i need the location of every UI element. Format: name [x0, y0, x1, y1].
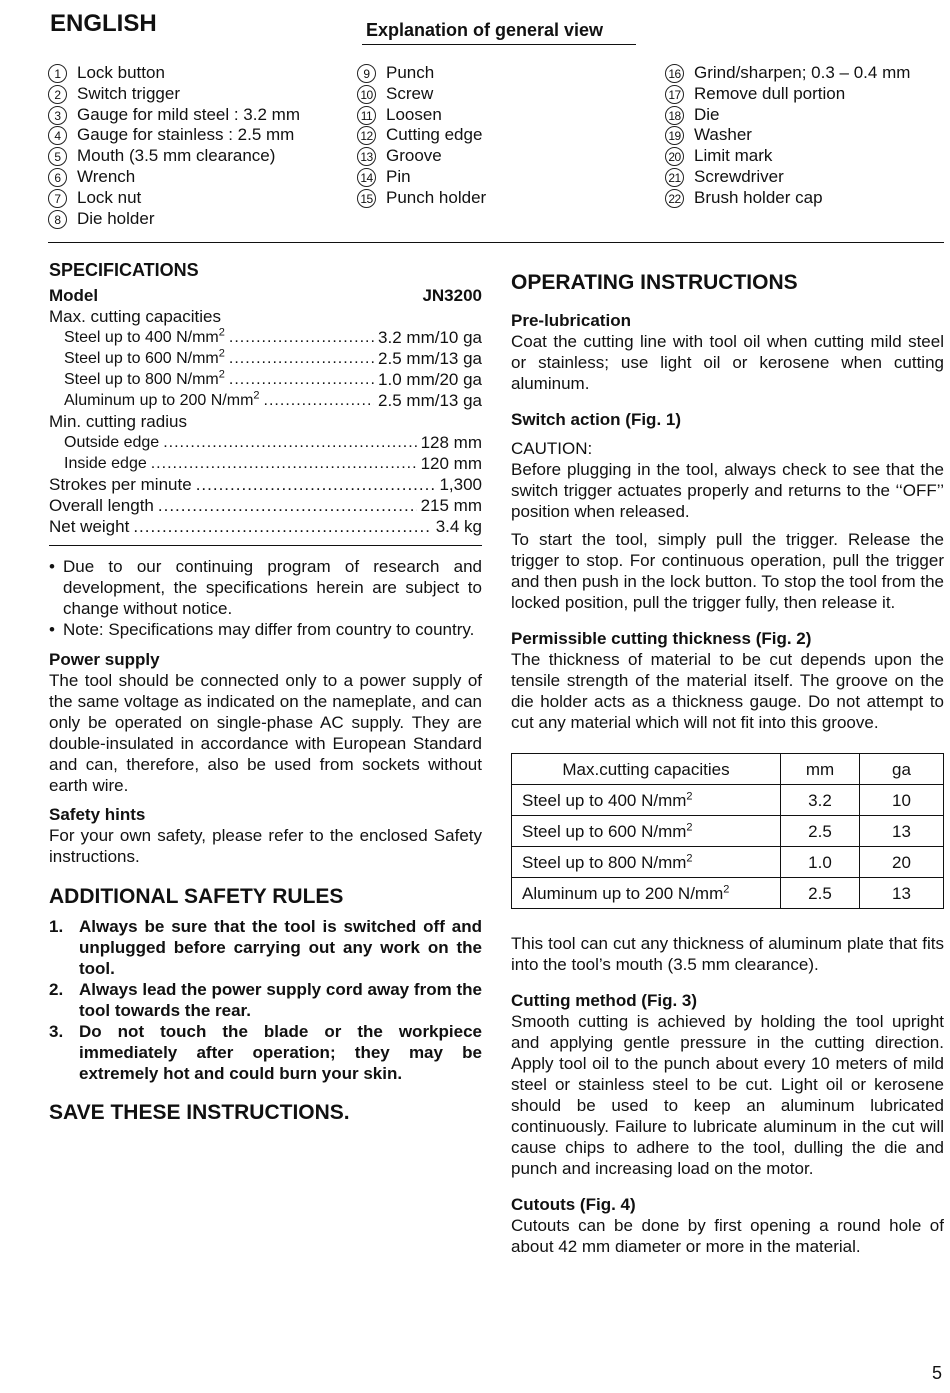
leader-dots	[229, 369, 374, 390]
parts-list-col3	[665, 63, 910, 209]
part-number: 12	[357, 126, 376, 145]
part-number: 19	[665, 126, 684, 145]
part-label: Die	[694, 104, 720, 124]
spec-value: 3.4 kg	[435, 517, 482, 536]
part-label: Die holder	[77, 208, 155, 228]
part-item	[357, 84, 486, 105]
max-cutting-label: Max. cutting capacities	[49, 307, 221, 326]
spec-value: 2.5 mm/13 ga	[378, 391, 482, 410]
part-label: Brush holder cap	[694, 187, 823, 207]
safety-rule	[49, 979, 482, 1021]
spec-label: Steel up to 600 N/mm	[64, 350, 219, 367]
switch-action-text: To start the tool, simply pull the trigger. Release the trigger to stop. For continuous operation, pull the trigger and then push in the lock button. To stop the tool from the locked position, pull the trigger fully, then release it.	[511, 530, 944, 612]
model-value: JN3200	[422, 286, 482, 305]
part-number: 3	[48, 106, 67, 125]
part-number: 1	[48, 64, 67, 83]
parts-list-col1	[48, 63, 300, 229]
part-item	[357, 167, 486, 188]
bullet: •	[49, 620, 55, 639]
cutting-thickness-text: The thickness of material to be cut depends upon the tensile strength of the material itself. The groove on the die holder acts as a thickness gauge. Do not attempt to cut any material which will not fit into this groove.	[511, 650, 944, 732]
bullet: •	[49, 557, 55, 576]
table-row	[512, 878, 944, 909]
leader-dots	[133, 516, 431, 537]
part-item	[357, 105, 486, 126]
part-label: Gauge for mild steel : 3.2 mm	[77, 104, 300, 124]
table-cell: 20	[860, 847, 944, 878]
superscript: 2	[218, 327, 225, 339]
cutting-method-heading: Cutting method (Fig. 3)	[511, 991, 698, 1010]
spec-row	[49, 453, 482, 474]
power-supply-heading: Power supply	[49, 650, 160, 669]
part-number: 14	[357, 168, 376, 187]
left-column	[49, 259, 482, 1126]
pre-lubrication-text: Coat the cutting line with tool oil when cutting mild steel or stainless; use light oil or kerosene when cutting aluminum.	[511, 332, 944, 393]
part-number: 5	[48, 147, 67, 166]
table-cell	[512, 785, 781, 816]
pre-lubrication-heading: Pre-lubrication	[511, 311, 631, 330]
table-header: mm	[781, 754, 860, 785]
table-cell: 1.0	[781, 847, 860, 878]
model-label: Model	[49, 286, 99, 305]
rule-number: 2.	[49, 980, 64, 999]
table-header: ga	[860, 754, 944, 785]
part-number: 2	[48, 85, 67, 104]
row-label: Aluminum up to 200 N/mm	[522, 883, 724, 903]
model-row	[49, 285, 482, 306]
part-item	[48, 84, 300, 105]
table-cell: 13	[860, 878, 944, 909]
table-cell: 3.2	[781, 785, 860, 816]
operating-instructions-heading: OPERATING INSTRUCTIONS	[511, 271, 798, 294]
page-number: 5	[931, 1363, 942, 1383]
superscript: 2	[686, 820, 693, 833]
spec-value: 1.0 mm/20 ga	[378, 370, 482, 389]
spec-label: Inside edge	[64, 455, 147, 472]
part-number: 15	[357, 189, 376, 208]
table-row	[512, 816, 944, 847]
spec-row	[49, 432, 482, 453]
specifications-heading: SPECIFICATIONS	[49, 260, 199, 280]
power-supply-text: The tool should be connected only to a power supply of the same voltage as indicated on the nameplate, and can only be operated on single-phase AC supply. They are double-insulated in accordance with European Standard and can, therefore, also be used from sockets without earth wire.	[49, 671, 482, 795]
spec-label: Aluminum up to 200 N/mm	[64, 392, 254, 409]
table-cell	[512, 816, 781, 847]
superscript: 2	[218, 369, 225, 381]
part-item	[48, 125, 300, 146]
part-label: Mouth (3.5 mm clearance)	[77, 146, 276, 166]
row-label: Steel up to 400 N/mm	[522, 790, 687, 810]
safety-hints-text: For your own safety, please refer to the enclosed Safety instructions.	[49, 826, 482, 866]
leader-dots	[151, 453, 417, 474]
cutouts-text: Cutouts can be done by first opening a round hole of about 42 mm diameter or more in the material.	[511, 1216, 944, 1256]
spec-value: 128 mm	[420, 433, 482, 452]
leader-dots	[163, 432, 416, 453]
spec-value: 2.5 mm/13 ga	[378, 349, 482, 368]
part-number: 6	[48, 168, 67, 187]
cutting-thickness-heading: Permissible cutting thickness (Fig. 2)	[511, 629, 812, 648]
additional-safety-rules-heading: ADDITIONAL SAFETY RULES	[49, 885, 344, 908]
part-item	[665, 167, 910, 188]
rule-text: Always lead the power supply cord away from the tool towards the rear.	[79, 980, 482, 1020]
spec-note-text: Due to our continuing program of research and development, the specifications herein are subject to change without notice.	[63, 557, 482, 618]
table-cell: 2.5	[781, 878, 860, 909]
part-number: 16	[665, 64, 684, 83]
part-number: 9	[357, 64, 376, 83]
aluminum-text: This tool can cut any thickness of aluminum plate that fits into the tool’s mouth (3.5 mm clearance).	[511, 934, 944, 974]
spec-row	[49, 474, 482, 495]
part-item	[357, 63, 486, 84]
safety-rule	[49, 916, 482, 979]
part-number: 4	[48, 126, 67, 145]
right-column	[511, 270, 944, 1257]
part-item	[48, 188, 300, 209]
capacity-table	[511, 753, 944, 909]
safety-rule	[49, 1021, 482, 1084]
rule-number: 3.	[49, 1022, 64, 1041]
part-number: 20	[665, 147, 684, 166]
spec-label: Steel up to 400 N/mm	[64, 329, 219, 346]
spec-note	[49, 556, 482, 619]
part-item	[665, 146, 910, 167]
part-number: 8	[48, 210, 67, 229]
spec-label: Net weight	[49, 517, 130, 536]
superscript: 2	[686, 851, 693, 864]
spec-note	[49, 619, 482, 640]
part-label: Pin	[386, 166, 411, 186]
part-number: 10	[357, 85, 376, 104]
part-item	[665, 84, 910, 105]
spec-value: 120 mm	[420, 454, 482, 473]
table-header: Max.cutting capacities	[512, 754, 781, 785]
part-label: Screwdriver	[694, 166, 784, 186]
general-view-title: Explanation of general view	[362, 19, 636, 45]
part-label: Lock button	[77, 63, 165, 82]
rule-number: 1.	[49, 917, 64, 936]
part-item	[665, 63, 910, 84]
superscript: 2	[686, 789, 693, 802]
part-label: Groove	[386, 146, 442, 166]
part-label: Cutting edge	[386, 125, 483, 145]
cutouts-heading: Cutouts (Fig. 4)	[511, 1195, 636, 1214]
part-label: Punch holder	[386, 187, 487, 207]
spec-row	[49, 327, 482, 348]
save-instructions-heading: SAVE THESE INSTRUCTIONS.	[49, 1101, 350, 1124]
safety-hints-heading: Safety hints	[49, 805, 146, 824]
part-label: Limit mark	[694, 146, 773, 166]
cutting-method-text: Smooth cutting is achieved by holding the tool upright and applying gentle pressure in the cutting direction. Apply tool oil to the punch about every 10 meters of mild steel or stainless steel to be cut. Light oil or kerosene should be used to keep an aluminum lubricated continuously. Failure to lubricate aluminum in the cut will cause chips to adhere to the tool, dulling the die and punch and increasing load on the motor.	[511, 1012, 944, 1178]
section-divider	[48, 242, 944, 243]
switch-action-heading: Switch action (Fig. 1)	[511, 410, 682, 429]
spec-value: 215 mm	[420, 496, 482, 515]
part-item	[48, 209, 300, 230]
parts-list-col2	[357, 63, 486, 209]
table-cell: 10	[860, 785, 944, 816]
table-cell	[512, 878, 781, 909]
spec-row	[49, 390, 482, 411]
table-cell: 13	[860, 816, 944, 847]
rule-text: Always be sure that the tool is switched off and unplugged before carrying out any work on the tool.	[79, 917, 482, 978]
part-number: 7	[48, 189, 67, 208]
part-label: Grind/sharpen; 0.3 – 0.4 mm	[694, 63, 911, 82]
part-label: Screw	[386, 83, 434, 103]
row-label: Steel up to 800 N/mm	[522, 852, 687, 872]
spec-row	[49, 495, 482, 516]
spec-row	[49, 516, 482, 537]
part-label: Remove dull portion	[694, 83, 846, 103]
spec-label: Steel up to 800 N/mm	[64, 371, 219, 388]
spec-note-text: Note: Specifications may differ from country to country.	[63, 620, 475, 639]
table-cell	[512, 847, 781, 878]
part-item	[665, 125, 910, 146]
part-number: 22	[665, 189, 684, 208]
table-cell: 2.5	[781, 816, 860, 847]
spec-value: 1,300	[439, 475, 482, 494]
part-item	[48, 167, 300, 188]
part-label: Loosen	[386, 104, 442, 124]
part-label: Wrench	[77, 166, 136, 186]
spec-row	[49, 348, 482, 369]
part-label: Switch trigger	[77, 83, 180, 103]
caution-text: Before plugging in the tool, always check to see that the switch trigger actuates properly and returns to the ‘‘OFF’’ position when released.	[511, 460, 944, 521]
part-number: 21	[665, 168, 684, 187]
part-item	[48, 105, 300, 126]
part-item	[665, 105, 910, 126]
table-header-row	[512, 754, 944, 785]
part-label: Lock nut	[77, 187, 142, 207]
part-item	[48, 146, 300, 167]
part-label: Washer	[694, 125, 752, 145]
table-row	[512, 785, 944, 816]
table-row	[512, 847, 944, 878]
leader-dots	[158, 495, 417, 516]
part-label: Gauge for stainless : 2.5 mm	[77, 125, 295, 145]
spec-divider	[49, 545, 482, 546]
spec-label: Strokes per minute	[49, 475, 192, 494]
superscript: 2	[723, 882, 730, 895]
rule-text: Do not touch the blade or the workpiece immediately after operation; they may be extremely hot and could burn your skin.	[79, 1022, 482, 1083]
part-item	[357, 146, 486, 167]
part-item	[48, 63, 300, 84]
part-number: 11	[357, 106, 376, 125]
spec-label: Overall length	[49, 496, 154, 515]
leader-dots	[196, 474, 436, 495]
part-item	[665, 188, 910, 209]
part-item	[357, 125, 486, 146]
part-label: Punch	[386, 63, 435, 82]
part-item	[357, 188, 486, 209]
part-number: 17	[665, 85, 684, 104]
superscript: 2	[253, 390, 260, 402]
superscript: 2	[218, 348, 225, 360]
spec-label: Outside edge	[64, 434, 160, 451]
min-radius-label: Min. cutting radius	[49, 412, 187, 431]
part-number: 13	[357, 147, 376, 166]
row-label: Steel up to 600 N/mm	[522, 821, 687, 841]
leader-dots	[229, 327, 374, 348]
part-number: 18	[665, 106, 684, 125]
leader-dots	[264, 390, 375, 411]
caution-label: CAUTION:	[511, 439, 593, 458]
spec-value: 3.2 mm/10 ga	[378, 328, 482, 347]
language-heading: ENGLISH	[50, 10, 157, 37]
leader-dots	[229, 348, 374, 369]
spec-row	[49, 369, 482, 390]
